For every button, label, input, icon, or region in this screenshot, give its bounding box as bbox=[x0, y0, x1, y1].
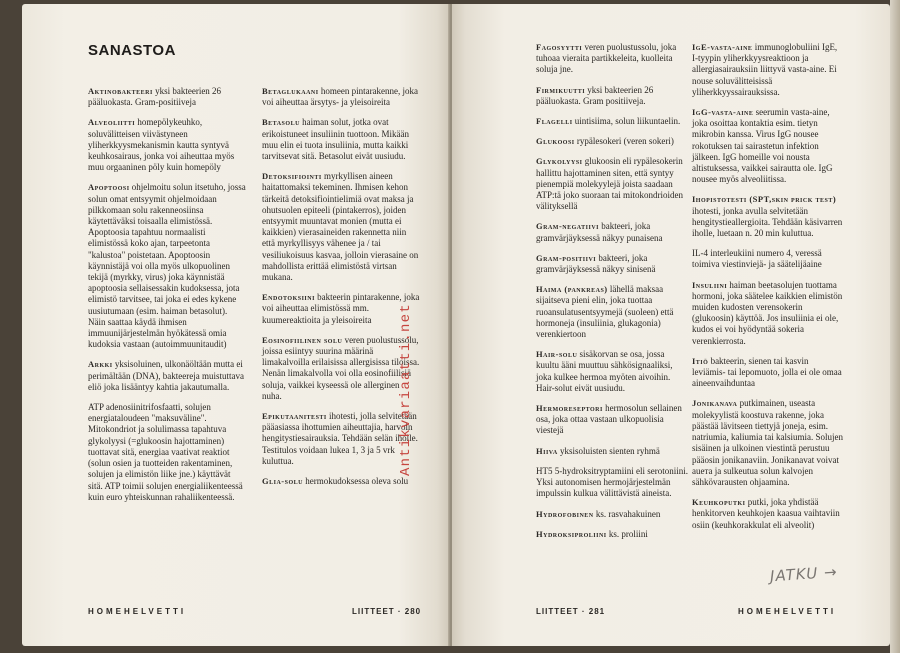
glossary-term: Flagelli bbox=[536, 116, 573, 127]
glossary-term: Glukoosi bbox=[536, 136, 575, 147]
glossary-term: Endotoksiini bbox=[262, 292, 315, 303]
glossary-term: Gram-positiivi bbox=[536, 252, 597, 263]
glossary-definition: hermosolun sellainen osa, joka ottaa vastaan ulkopuolisia viestejä bbox=[536, 403, 682, 436]
glossary-term: Haima (pankreas) bbox=[536, 284, 608, 295]
glossary-entry bbox=[692, 194, 844, 239]
glossary-definition: hermokudoksessa oleva solu bbox=[302, 476, 409, 487]
glossary-entry bbox=[692, 398, 844, 488]
glossary-entry bbox=[536, 85, 688, 107]
glossary-entry bbox=[692, 42, 844, 98]
glossary-entry bbox=[536, 116, 688, 127]
glossary-term: Eosinofiilinen solu bbox=[262, 334, 343, 345]
glossary-entry bbox=[262, 117, 420, 162]
glossary-entry bbox=[536, 529, 688, 540]
glossary-entry bbox=[88, 182, 246, 350]
glossary-term: Itiö bbox=[692, 355, 709, 366]
glossary-definition: lähellä maksaa sijaitseva pieni elin, joka tuottaa ruoansulatusentsyymejä (suoleen) että hormoneja (insuliinia, glukagonia) verenkiertoon bbox=[536, 284, 674, 340]
watermark: Antikvariaatti.net bbox=[398, 303, 414, 476]
glossary-definition: homeen pintarakenne, joka voi aiheuttaa ärsytys- ja yleisoireita bbox=[262, 86, 419, 108]
glossary-definition: bakteerin, sienen tai kasvin leviämis- tai lepomuoto, jolla ei ole omaa aineenvaihduntaa bbox=[692, 355, 842, 389]
glossary-term: IgG-vasta-aine bbox=[692, 107, 754, 118]
glossary-entry bbox=[536, 403, 688, 437]
glossary-term: IgE-vasta-aine bbox=[692, 42, 753, 52]
glossary-definition: veren puolustussolu, joissa esiintyy suurina määrinä limakalvoilla erilaisissa allergisissa tiloissa. Nenän limakalvolla voi olla eosinofiilisiä soluja, vaikkei kyseessä ole allerginen nuha. bbox=[262, 334, 420, 401]
footer-page-number: LIITTEET · 280 bbox=[352, 607, 422, 616]
glossary-definition: seerumin vasta-aine, joka osoittaa kontaktia esim. tietyn mikrobin kanssa. Virus IgG nousee rokotuksen tai sairastetun infektion jälkeen. IgG homeille voi nousta altistuksessa, vaikkei sairautta ole. IgG nousee myös alveoliitissa. bbox=[692, 107, 833, 185]
handwritten-note: JATKU → bbox=[769, 562, 839, 586]
left-column-2 bbox=[262, 86, 420, 496]
glossary-entry bbox=[262, 476, 420, 487]
glossary-term: Detoksifiointi bbox=[262, 171, 322, 182]
glossary-term: Arkki bbox=[88, 359, 113, 370]
glossary-term: Fagosyytti bbox=[536, 42, 583, 52]
glossary-term: Hydrofobinen bbox=[536, 508, 594, 519]
footer-book-title: HOMEHELVETTI bbox=[738, 607, 837, 616]
glossary-definition: ihotesti, jonka avulla selvitetään hengitystieallergioita. Tehdään käsivarren iholle, luetaan n. 20 min kuluttua. bbox=[692, 205, 843, 239]
glossary-entry bbox=[88, 117, 246, 173]
glossary-entry bbox=[262, 86, 420, 108]
glossary-entry bbox=[536, 156, 688, 212]
glossary-term: Ihopistotesti (SPT,skin prick test) bbox=[692, 194, 837, 205]
glossary-term: Jonikanava bbox=[692, 398, 738, 409]
glossary-definition: ks. proliini bbox=[606, 528, 648, 539]
glossary-term: Epikutaanitesti bbox=[262, 411, 327, 422]
glossary-definition: yksi bakteerien 26 pääluokasta. Gram-positiiveja bbox=[88, 86, 222, 108]
glossary-term: Hair-solu bbox=[536, 349, 578, 360]
glossary-definition: putkimainen, useasta molekyylistä koostuva rakenne, joka päästää lävitseen tiettyjä joneja, esim. natriumia, kaliumia tai kalsiumia. Solujen sisäinen ja ulkoinen viestintä perustuu pääosin jonikanaviin. Jonikanavat voivat auета ja sulkeutua solun kalvojen sähkövarausten ohjaamina. bbox=[692, 398, 843, 487]
glossary-definition: veren puolustussolu, joka tuhoaa vieraita partikkeleita, kuolleita soluja jne. bbox=[536, 42, 677, 75]
glossary-entry bbox=[536, 253, 688, 275]
glossary-definition: yksisoluinen, ulkonäöltään mutta ei perimältään (DNA), bakteereja muistuttava eliö joka lisääntyy kahtia jakautumalla. bbox=[88, 359, 244, 392]
glossary-definition: IL-4 interleukiini numero 4, veressä toimiva viestinviejä- ja säätelijäaine bbox=[692, 248, 822, 270]
glossary-definition: glukoosin eli rypälesokerin hallittu hajottaminen siten, että syntyy pienempiä molekyylejä joista saadaan ATP:tä joko suoraan tai mitokondrioiden välityksellä bbox=[536, 156, 683, 212]
glossary-definition: uintisiima, solun liikuntaelin. bbox=[572, 116, 681, 127]
glossary-entry bbox=[692, 356, 844, 390]
right-column-1 bbox=[536, 42, 688, 549]
glossary-entry bbox=[536, 42, 688, 76]
glossary-definition: ks. rasvahakuinen bbox=[593, 508, 661, 519]
glossary-entry bbox=[692, 248, 844, 270]
footer-page-number: LIITTEET · 281 bbox=[536, 607, 606, 616]
glossary-definition: yksisoluisten sienten ryhmä bbox=[557, 445, 660, 456]
glossary-term: Insuliini bbox=[692, 279, 728, 290]
glossary-term: Glykolyysi bbox=[536, 156, 583, 167]
glossary-definition: ohjelmoitu solun itsetuho, jossa solun omat entsyymit ohjelmoidaan pilkkomaan solu rakenneosiinsa käytettäväksi toisaalla elimistössä. Apoptoosia tapahtuu normaalisti elimistössä koko ajan, tarpeetonta "kalustoa" poistetaan. Apoptoosin käynnistäjä voi olla myös ulkopuolinen tekijä (myrkky, virus) joka käynnistää apoptoosia sellaisessakin kudoksessa, jota elimistö tarvitsee, tai joka ei edes kykene uusiutumaan (esim. haiman betasolut). Näin saattaa käydä ihmisen immuunijärjestelmän hyökätessä omia kudoksia vastaan (autoimmuunitaudit) bbox=[88, 182, 246, 350]
glossary-entry bbox=[536, 349, 688, 394]
glossary-entry bbox=[88, 86, 246, 108]
glossary-term: Betasolu bbox=[262, 117, 300, 128]
glossary-entry bbox=[536, 284, 688, 340]
glossary-entry bbox=[536, 466, 688, 500]
glossary-entry bbox=[536, 509, 688, 520]
glossary-definition: bakteerin pintarakenne, joka voi aiheuttaa elimistössä mm. kuumereaktioita ja yleisoireita bbox=[262, 292, 420, 325]
glossary-term: Alveoliitti bbox=[88, 117, 136, 128]
glossary-entry bbox=[692, 280, 844, 347]
page-title: SANASTOA bbox=[88, 42, 176, 59]
glossary-term: Gram-negatiivi bbox=[536, 221, 600, 232]
glossary-definition: immunoglobuliini IgE, I-tyypin yliherkkyysreaktioon ja allergiasairauksiin liittyvä vasta-aine. Ei nouse soluvälitteisissä yliherkkyyssairauksissa. bbox=[692, 42, 838, 97]
left-column-1 bbox=[88, 86, 246, 512]
glossary-term: Glia-solu bbox=[262, 476, 303, 487]
glossary-definition: myrkyllisen aineen haitattomaksi tekeminen. Ihmisen kehon tärkeitä detoksifiointielimiä ovat maksa ja ohutsuolen epiteeli (pintakerros), joiden entsyymit muuntavat monien (mutta ei kaikkien) vierasaineiden rakennetta niin että myrkyllisyys vähenee ja / tai vesiliukoisuus kasvaa, jolloin vierasaine on mahdollista erittää elimistöstä virtsan mukana. bbox=[262, 171, 419, 283]
left-page bbox=[22, 4, 450, 646]
glossary-entry bbox=[88, 359, 246, 393]
glossary-definition: homepölykeuhko, soluvälitteisen viivästyneen yliherkkyysmekanismin kautta syntyvä keuhkosairaus, jonka voi aiheuttaa myös muu orgaaninen pöly kuin homepöly bbox=[88, 117, 235, 173]
page-edges bbox=[890, 0, 900, 653]
glossary-entry bbox=[536, 136, 688, 147]
footer-book-title: HOMEHELVETTI bbox=[88, 607, 187, 616]
glossary-entry bbox=[692, 107, 844, 185]
glossary-definition: HT5 5-hydroksitryptamiini eli serotoniini. Yksi autonomisen hermojärjestelmän impulssin kulkua välittävistä aineista. bbox=[536, 465, 688, 499]
glossary-term: Keuhkoputki bbox=[692, 497, 746, 508]
glossary-term: Hermoreseptori bbox=[536, 403, 603, 414]
glossary-entry bbox=[88, 402, 246, 503]
glossary-term: Apoptoosi bbox=[88, 182, 130, 193]
glossary-entry bbox=[536, 221, 688, 243]
glossary-entry bbox=[692, 497, 844, 531]
glossary-term: Hiiva bbox=[536, 445, 558, 456]
glossary-definition: putki, joka yhdistää henkitorven keuhkojen kaasua vaihtaviin osiin (keuhkorakkulat eli alveolit) bbox=[692, 497, 840, 530]
glossary-term: Hydroksiproliini bbox=[536, 528, 607, 539]
right-column-2 bbox=[692, 42, 844, 540]
glossary-entry bbox=[262, 335, 420, 402]
glossary-term: Betaglukaani bbox=[262, 86, 319, 96]
glossary-definition: haiman solut, jotka ovat erikoistuneet insuliinin tuottoon. Mikään muu elin ei tuota insuliinia, mutta kaikki tarvitsevat sitä. Betasolut eivät uusiudu. bbox=[262, 117, 409, 162]
glossary-definition: bakteeri, joka gramvärjäyksessä näkyy sinisenä bbox=[536, 252, 656, 275]
glossary-definition: rypälesokeri (veren sokeri) bbox=[574, 136, 674, 147]
glossary-term: Firmikuutti bbox=[536, 84, 586, 95]
glossary-entry bbox=[536, 446, 688, 457]
glossary-entry bbox=[262, 292, 420, 326]
glossary-definition: ATP adenosiinitrifosfaatti, solujen energiataloudeen "maksuväline". Mitokondriot ja solulimassa tapahtuva glykolyysi (=glukoosin hajottaminen) tuottavat sitä, energiaa vaativat reaktiot (solun osien ja tuotteiden rakentaminen, solujen ja elimistön liike jne.) käyttävät sitä. ATP toimii solujen energialiikenteessä kuin euro yhteiskunnan rahaliikenteessä. bbox=[88, 402, 243, 502]
glossary-definition: haiman beetasolujen tuottama hormoni, joka säätelee kaikkien elimistön muiden kudosten verensokerin (glukoosin) käyttöä. Jos insuliinia ei ole, kudos ei voi hyödyntää sokeria verenkierrosta. bbox=[692, 279, 843, 346]
glossary-definition: sisäkorvan se osa, jossa kuultu ääni muuttuu sähkösignaaliksi, joka kulkee hermoa myöten aivoihin. Hair-solut eivät uusiudu. bbox=[536, 349, 673, 393]
glossary-definition: ihotesti, jolla selvitetään pääasiassa ihottumien aiheuttajia, harvoin hengitystiesairauksia. Tehdään selän iholle. Testitulos voidaan lukea 1, 3 ja 5 vrk kuluttua. bbox=[262, 411, 418, 466]
glossary-term: Aktinobakteeri bbox=[88, 86, 153, 96]
glossary-entry bbox=[262, 171, 420, 283]
right-page bbox=[452, 4, 890, 646]
glossary-entry bbox=[262, 411, 420, 467]
glossary-definition: bakteeri, joka gramvärjäyksessä näkyy punaisena bbox=[536, 221, 663, 243]
glossary-definition: yksi bakteerien 26 pääluokasta. Gram positiiveja. bbox=[536, 84, 654, 106]
